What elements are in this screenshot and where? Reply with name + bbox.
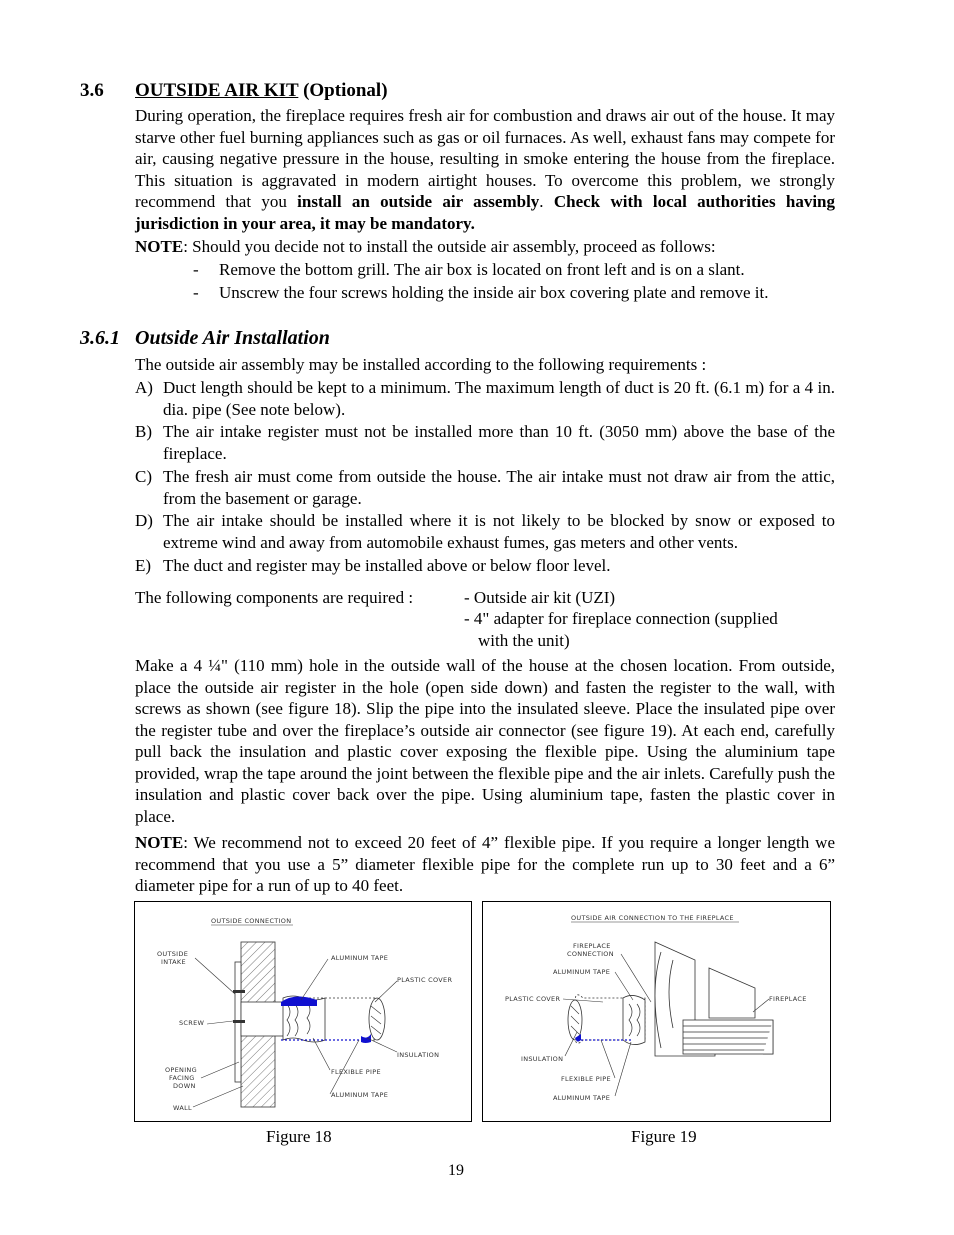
section-title-underlined: OUTSIDE AIR KIT [135,80,299,101]
section-number: 3.6 [80,80,104,101]
intro-bold-mandatory: Check with local authorities having jurisdiction in your area, it may be mandatory. [135,192,835,233]
requirement-item: C) The fresh air must come from outside the house. The air intake must not draw air from the attic, from the basement or garage. [135,467,835,508]
svg-text:WALL: WALL [173,1104,192,1112]
fig19-title: OUTSIDE AIR CONNECTION TO THE FIREPLACE [571,914,734,922]
svg-text:ALUMINUM TAPE: ALUMINUM TAPE [331,1091,389,1099]
subsection-note [135,832,835,897]
section-title-suffix: (Optional) [298,80,388,101]
svg-text:OPENING: OPENING [165,1066,197,1074]
note-label: NOTE [135,833,184,852]
requirement-item: D) The air intake should be installed where it is not likely to be blocked by snow or exposed to extreme wind and away from automobile exhaust fumes, gas meters and other vents. [135,511,835,552]
note-text: : Should you decide not to install the outside air assembly, proceed as follows: [183,237,716,256]
component-item: with the unit) [478,631,570,650]
svg-text:FLEXIBLE PIPE: FLEXIBLE PIPE [561,1075,611,1083]
section-title [135,80,388,102]
instructions-paragraph: Make a 4 ¼" (110 mm) hole in the outside wall of the house at the chosen location. From outside, place the outside air register in the hole (open side down) and fasten the register to the wall, with screws as shown (see figure 18). Slip the pipe into the insulated sleeve. Place the insulated pipe over the register tube and over the fireplace’s outside air connector (see figure 19). At each end, carefully pull back the insulation and plastic cover exposing the flexible pipe. Using the aluminium tape provided, wrap the tape around the joint between the flexible pipe and the air inlets. Carefully push the insulation and plastic cover back over the pipe. Using aluminium tape, fasten the plastic cover in place. [135,656,835,826]
svg-text:ALUMINUM TAPE: ALUMINUM TAPE [553,1094,611,1102]
svg-text:PLASTIC COVER: PLASTIC COVER [397,976,453,984]
figure-18 [134,901,472,1122]
step-item: - Unscrew the four screws holding the inside air box covering plate and remove it. [193,283,769,302]
figure-18-caption: Figure 18 [266,1127,332,1146]
svg-text:PLASTIC COVER: PLASTIC COVER [505,995,561,1003]
svg-text:INSULATION: INSULATION [521,1055,564,1063]
requirement-item: B) The air intake register must not be installed more than 10 ft. (3050 mm) above the base of the fireplace. [135,422,835,463]
svg-text:FIREPLACE: FIREPLACE [769,995,807,1003]
svg-text:ALUMINUM TAPE: ALUMINUM TAPE [553,968,611,976]
subsection-intro: The outside air assembly may be installed according to the following requirements : [135,355,707,374]
requirement-item: E) The duct and register may be installed above or below floor level. [135,556,611,575]
figure-19-diagram [483,902,830,1121]
svg-text:FACING: FACING [169,1074,195,1082]
figure-19-caption: Figure 19 [631,1127,697,1146]
figure-18-diagram [135,902,471,1121]
subsection-number: 3.6.1 [80,327,120,349]
fireplace-shape [655,942,773,1056]
step-item: - Remove the bottom grill. The air box is located on front left and is on a slant. [193,260,745,279]
svg-text:FLEXIBLE PIPE: FLEXIBLE PIPE [331,1068,381,1076]
components-label: The following components are required : [135,588,414,607]
svg-text:INSULATION: INSULATION [397,1051,440,1059]
section-intro: During operation, the fireplace requires fresh air for combustion and draws air out of the house. It may starve other fuel burning appliances such as gas or oil furnaces. As well, exhaust fans may compete for air, causing negative pressure in the house, resulting in smoke entering the house from the fireplace. This situation is aggravated in modern airtight houses. To overcome this problem, we strongly recommend that you install an outside air assembly. Check with local authorities having jurisdiction in your area, it may be mandatory. [135,106,835,233]
intro-bold-recommend: install an outside air assembly [297,192,540,211]
subsection-title: Outside Air Installation [135,327,330,349]
section-note [135,236,835,258]
page-number: 19 [448,1162,464,1179]
svg-text:FIREPLACE: FIREPLACE [573,942,611,950]
component-item: - Outside air kit (UZI) [464,588,616,607]
component-item: - 4" adapter for fireplace connection (supplied [464,609,778,628]
note-label: NOTE [135,237,184,256]
svg-text:SCREW: SCREW [179,1019,205,1027]
fig18-title: OUTSIDE CONNECTION [211,917,292,925]
svg-text:OUTSIDE: OUTSIDE [157,950,189,958]
note-text: : We recommend not to exceed 20 feet of 4” flexible pipe. If you require a longer length we recommend that you use a 5” diameter flexible pipe for the complete run up to 30 feet and a 6” diameter pipe for a run of up to 40 feet. [135,833,835,895]
svg-text:INTAKE: INTAKE [161,958,186,966]
svg-text:DOWN: DOWN [173,1082,196,1090]
figure-19 [482,901,831,1122]
svg-text:ALUMINUM TAPE: ALUMINUM TAPE [331,954,389,962]
svg-text:CONNECTION: CONNECTION [567,950,614,958]
requirement-item: A) Duct length should be kept to a minimum. The maximum length of duct is 20 ft. (6.1 m) for a 4 in. dia. pipe (See note below). [135,378,835,419]
